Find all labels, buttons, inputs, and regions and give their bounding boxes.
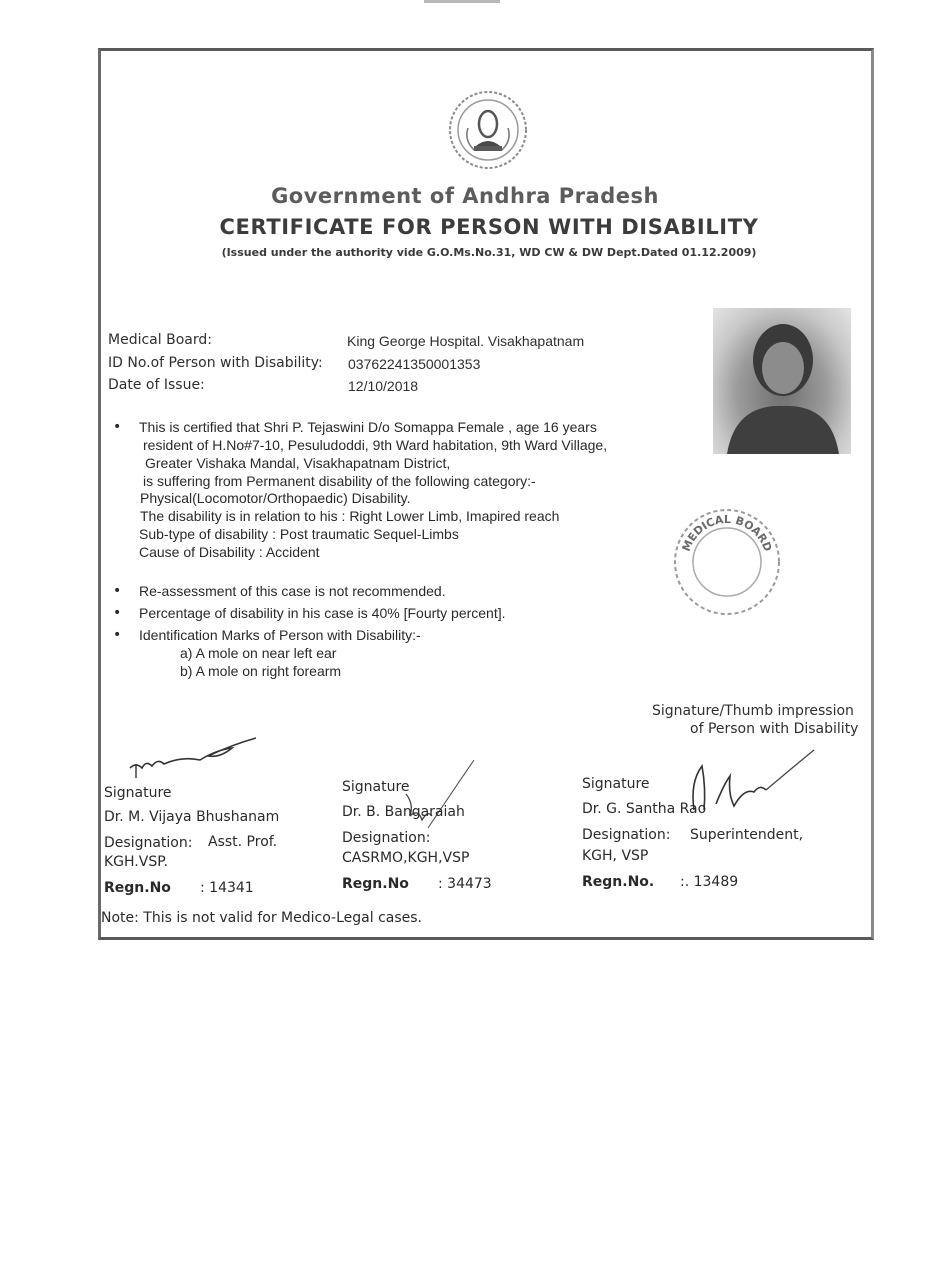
bullet-point: • [113,419,122,435]
certification-line-5: Physical(Locomotor/Orthopaedic) Disability. [140,490,411,506]
signature-label: Signature [582,776,650,792]
designation-label: Designation: [582,827,671,843]
scan-edge-mark [424,0,500,3]
identification-mark-a: a) A mole on near left ear [180,645,337,661]
certification-line-1: This is certified that Shri P. Tejaswini D/o Somappa Female , age 16 years [139,419,597,435]
date-label: Date of Issue: [108,377,205,393]
svg-text:MEDICAL BOARD: MEDICAL BOARD [679,512,775,554]
certification-line-3: Greater Vishaka Mandal, Visakhapatnam District, [145,455,451,471]
bullet-point: • [113,605,122,621]
reassessment-line: Re-assessment of this case is not recommended. [139,583,446,599]
bullet-point: • [113,583,122,599]
certificate-title: CERTIFICATE FOR PERSON WITH DISABILITY [219,215,759,239]
signatory-name: Dr. G. Santha Rao [582,801,707,817]
id-label: ID No.of Person with Disability: [108,355,323,371]
signature-scribble-2-icon [388,758,478,840]
designation-label: Designation: [342,830,431,846]
signature-label: Signature [342,779,410,795]
medical-board-value: King George Hospital. Visakhapatnam [347,333,585,349]
regn-value: : 14341 [200,880,254,896]
designation-line-2: KGH, VSP [582,848,649,864]
certification-line-7: Sub-type of disability : Post traumatic Sequel-Limbs [139,526,459,542]
regn-value: :. 13489 [680,874,739,890]
regn-label: Regn.No. [582,874,655,890]
identification-mark-b: b) A mole on right forearm [180,663,342,679]
medical-board-label: Medical Board: [108,332,212,348]
validity-note: Note: This is not valid for Medico-Legal cases. [101,910,423,926]
certification-line-4: is suffering from Permanent disability of the following category:- [143,473,536,489]
signatory-name: Dr. M. Vijaya Bhushanam [104,809,280,825]
id-value: 03762241350001353 [348,356,481,372]
thumb-impression-label-2: of Person with Disability [690,721,859,737]
designation-line-2: KGH.VSP. [104,854,168,870]
signature-scribble-1-icon [124,734,260,780]
person-photo [713,308,851,454]
regn-value: : 34473 [438,876,492,892]
signature-label: Signature [104,785,172,801]
designation-line-2: CASRMO,KGH,VSP [342,850,470,866]
authority-line: (Issued under the authority vide G.O.Ms.No.31, WD CW & DW Dept.Dated 01.12.2009) [221,246,757,259]
regn-label: Regn.No [342,876,409,892]
designation-value: Asst. Prof. [208,834,278,850]
designation-label: Designation: [104,835,193,851]
government-title: Government of Andhra Pradesh [271,184,659,208]
certification-line-6: The disability is in relation to his : Right Lower Limb, Imapired reach [140,508,560,524]
regn-label: Regn.No [104,880,171,896]
medical-board-seal-icon [668,506,786,618]
bullet-point: • [113,627,122,643]
thumb-impression-label-1: Signature/Thumb impression [652,703,854,719]
person-photo-silhouette-icon [713,308,851,454]
certification-line-8: Cause of Disability : Accident [139,544,320,560]
percentage-line: Percentage of disability in his case is 40% [Fourty percent]. [139,605,506,621]
signatory-name: Dr. B. Bangaraiah [342,804,465,820]
certification-line-2: resident of H.No#7-10, Pesuludoddi, 9th Ward habitation, 9th Ward Village, [143,437,608,453]
identification-marks-heading: Identification Marks of Person with Disability:- [139,627,421,643]
state-emblem-icon [446,88,530,172]
date-value: 12/10/2018 [348,378,419,394]
designation-value: Superintendent, [690,827,804,843]
